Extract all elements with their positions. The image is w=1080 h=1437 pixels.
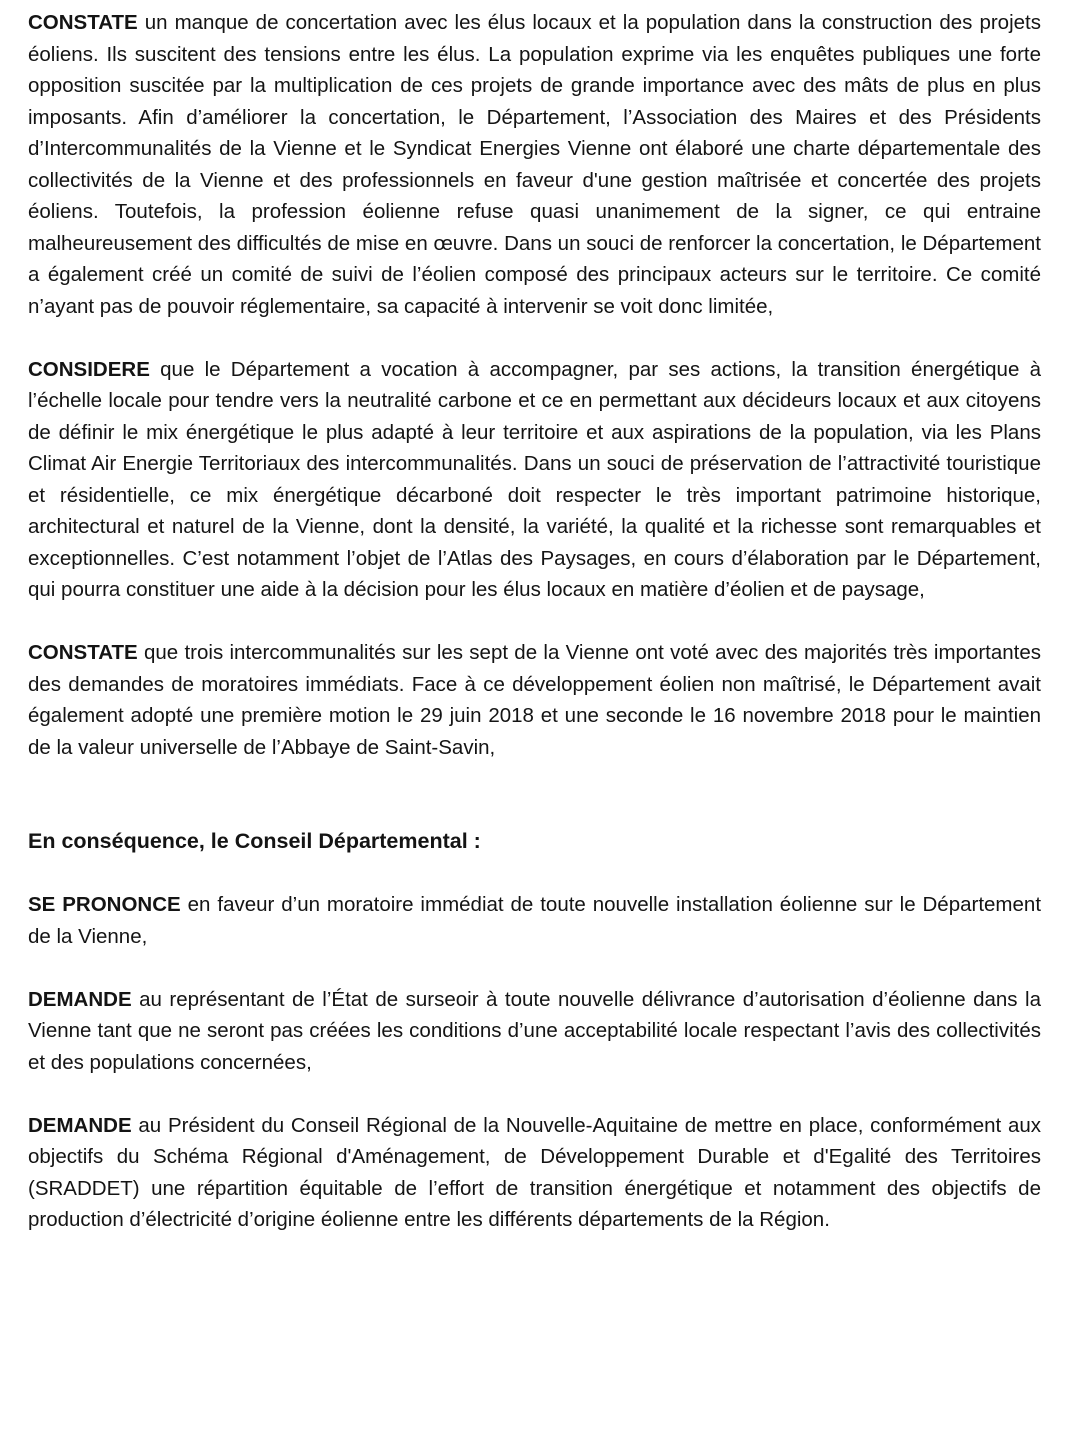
paragraph-text: au Président du Conseil Régional de la Nouvelle-Aquitaine de mettre en place, conformément aux objectifs du Schéma Régional d'Aménagement, de Développement Durable et d'Egalité des Territoires (SRADDET) une répartition équitable de l’effort de transition énergétique et notamment des objectifs de production d’électricité d’origine éolienne entre les différents départements de la Région. (28, 1113, 1041, 1231)
resolution-paragraph-2 (28, 984, 1041, 1079)
paragraph-keyword: SE PRONONCE (28, 893, 181, 916)
paragraph-keyword: CONSIDERE (28, 357, 150, 381)
section-heading: En conséquence, le Conseil Départemental : (28, 829, 481, 853)
paragraph-text: que le Département a vocation à accompagner, par ses actions, la transition énergétique à l’échelle locale pour tendre vers la neutralité carbone et ce en permettant aux décideurs locaux et aux citoyens de définir le mix énergétique le plus adapté à leur territoire et aux aspirations de la population, via les Plans Climat Air Energie Territoriaux des intercommunalités. Dans un souci de préservation de l’attractivité touristique et résidentielle, ce mix énergétique décarboné doit respecter le très important patrimoine historique, architectural et naturel de la Vienne, dont la densité, la variété, la qualité et la richesse sont remarquables et exceptionnelles. C’est notamment l’objet de l’Atlas des Paysages, en cours d’élaboration par le Département, qui pourra constituer une aide à la décision pour les élus locaux en matière d’éolien et de paysage, (28, 357, 1041, 601)
paragraph-keyword: DEMANDE (28, 1113, 132, 1137)
resolution-paragraph-1 (28, 889, 1041, 952)
paragraph-text: en faveur d’un moratoire immédiat de toute nouvelle installation éolienne sur le Département de la Vienne, (28, 893, 1042, 948)
paragraph-text: que trois intercommunalités sur les sept de la Vienne ont voté avec des majorités très importantes des demandes de moratoires immédiats. Face à ce développement éolien non maîtrisé, le Département avait également adopté une première motion le 29 juin 2018 et une seconde le 16 novembre 2018 pour le maintien de la valeur universelle de l’Abbaye de Saint-Savin, (28, 641, 1041, 759)
paragraph-keyword: CONSTATE (28, 641, 138, 664)
paragraph-keyword: DEMANDE (28, 987, 132, 1011)
preamble-paragraph-3 (28, 637, 1041, 763)
paragraph-text: un manque de concertation avec les élus locaux et la population dans la construction des projets éoliens. Ils suscitent des tensions entre les élus. La population exprime via les enquêtes publiques une forte opposition suscitée par la multiplication de ces projets de grande importance avec des mâts de plus en plus imposants. Afin d’améliorer la concertation, le Département, l’Association des Maires et des Présidents d’Intercommunalités de la Vienne et le Syndicat Energies Vienne ont élaboré une charte départementale des collectivités de la Vienne et des professionnels en faveur d'une gestion maîtrisée et concertée des projets éoliens. Toutefois, la profession éolienne refuse quasi unanimement de la signer, ce qui entraine malheureusement des difficultés de mise en œuvre. Dans un souci de renforcer la concertation, le Département a également créé un comité de suivi de l’éolien composé des principaux acteurs sur le territoire. Ce comité n’ayant pas de pouvoir réglementaire, sa capacité à intervenir se voit donc limitée, (28, 11, 1041, 318)
document-page (28, 7, 1041, 1236)
resolution-paragraph-3 (28, 1110, 1041, 1236)
preamble-paragraph-1 (28, 7, 1041, 322)
paragraph-text: au représentant de l’État de surseoir à toute nouvelle délivrance d’autorisation d’éolienne dans la Vienne tant que ne seront pas créées les conditions d’une acceptabilité locale respectant l’avis des collectivités et des populations concernées, (28, 987, 1041, 1074)
paragraph-keyword: CONSTATE (28, 11, 138, 34)
preamble-paragraph-2 (28, 354, 1041, 606)
